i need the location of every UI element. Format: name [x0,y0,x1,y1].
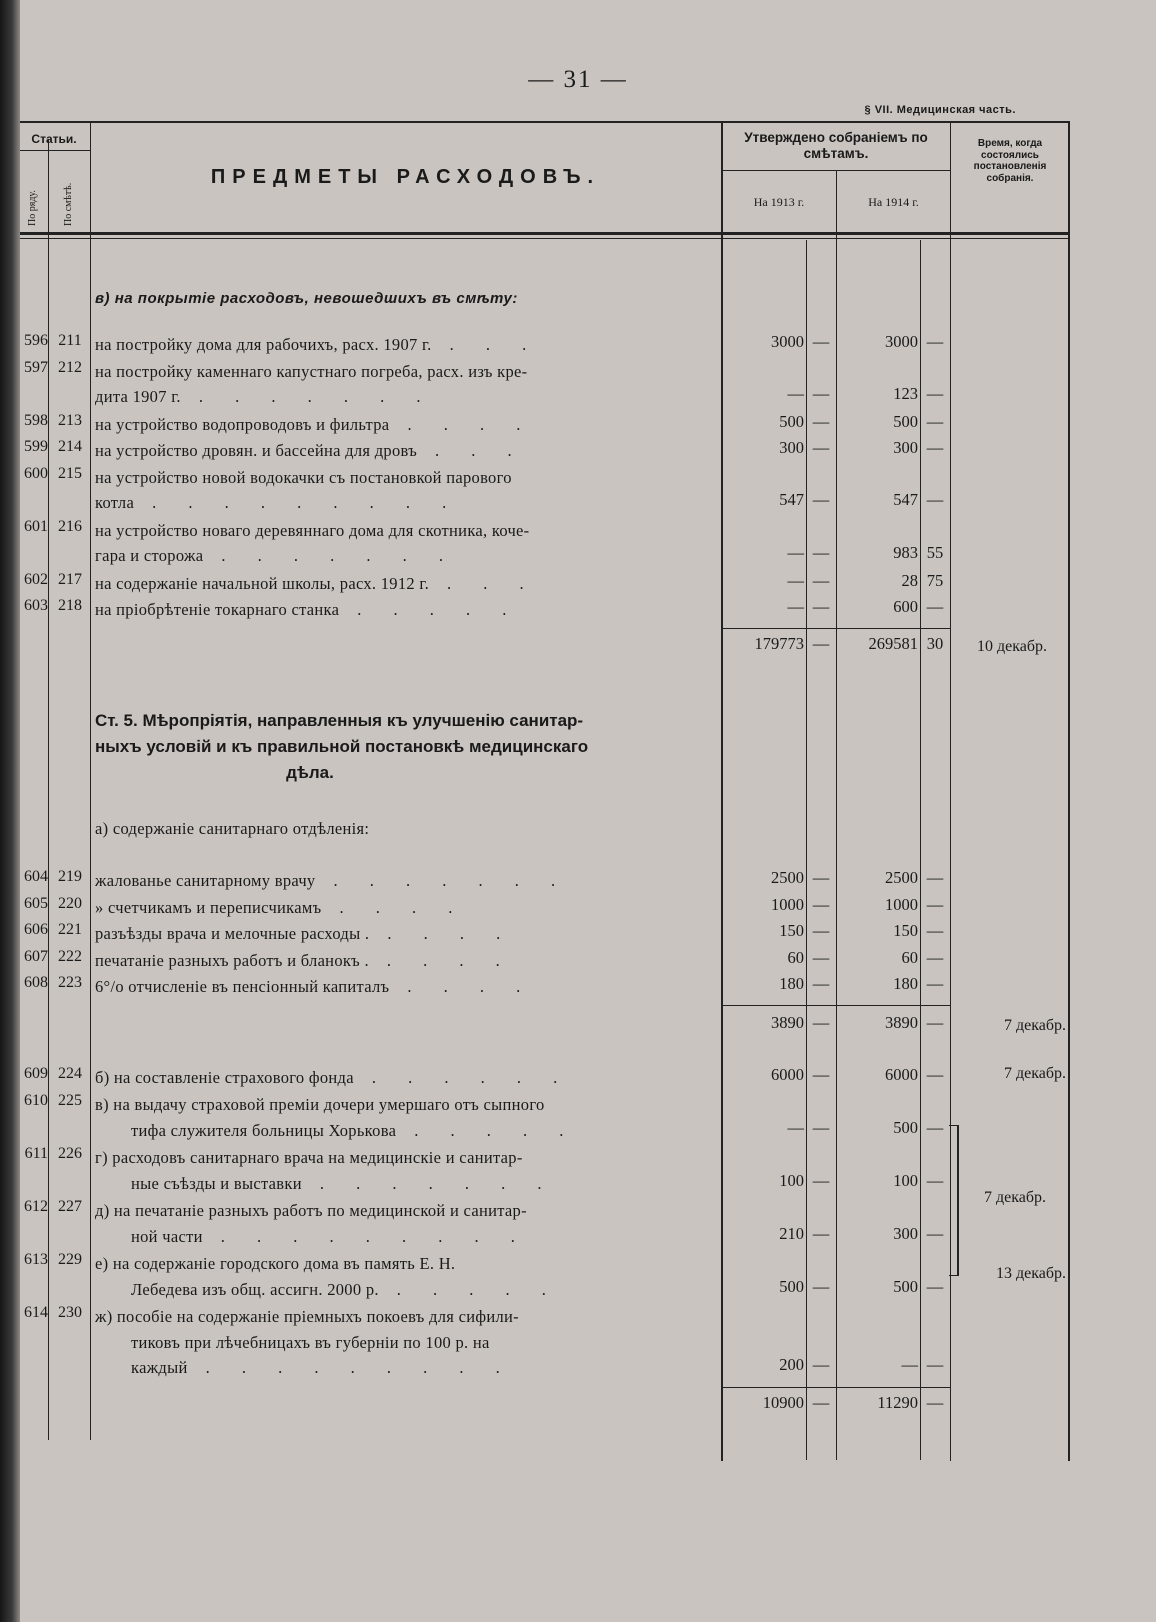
header-1914: На 1914 г. [868,195,919,209]
total-1-amount-1913-kop: — [812,633,830,653]
dot-leader: . . . . . . [371,1067,572,1087]
row-number: 597 [24,358,48,376]
article-number: 223 [58,974,82,991]
article-number: 230 [58,1304,82,1321]
item-description-line: д) на печатаніе разныхъ работъ по медицинской и санитар- [95,1201,527,1220]
article-number: 225 [58,1092,82,1109]
item-description-line: каждый . . . . . . . . . [131,1358,514,1377]
total-rule-1 [722,628,950,629]
total-3-amount-1913: 10900 [762,1392,804,1412]
item-description-line: тифа служителя больницы Хорькова . . . . . [131,1120,578,1140]
row-amount-1913: 100 [779,1170,804,1190]
bracket-bottom [949,1275,959,1276]
row-amount-1914: 28 [901,570,918,590]
dot-leader: . . . . [407,414,535,434]
dot-leader: . . . . [386,950,514,970]
header-approved-rule [721,170,950,171]
dot-leader: . . . . [407,977,535,996]
row-amount-1913: 1000 [771,894,804,914]
row-amount-1913-kop: — [812,1064,830,1084]
dot-leader: . . . . . . . [333,871,570,890]
article-number: 211 [58,332,82,349]
item-description-line: на устройство водопроводовъ и фильтра . . . . [95,414,535,434]
item-description-line: котла . . . . . . . . . [95,493,461,512]
dot-leader: . . . . . [396,1279,560,1299]
row-amount-1914: 6000 [885,1064,918,1084]
row-number: 600 [24,464,48,482]
row-amount-1913-kop: — [812,894,830,914]
row-amount-1913: 60 [787,947,804,967]
row-amount-1914-kop: — [926,411,944,431]
item-description-line: тиковъ при лѣчебницахъ въ губерніи по 100 р. на [131,1332,490,1352]
total-1-amount-1914: 269581 [868,633,918,653]
item-description-line: е) на содержаніе городского дома въ память Е. Н. [95,1254,456,1273]
row-amount-1914: 300 [893,438,918,457]
item-description-line: на устройство дровян. и бассейна для дровъ . . . [95,441,526,460]
row-amount-1914: 60 [901,947,918,967]
row-amount-1914-kop: — [926,868,944,887]
row-amount-1914: 123 [893,384,918,403]
row-amount-1914: 180 [893,974,918,993]
total-3-amount-1914-kop: — [926,1392,944,1412]
dot-leader: . . . [435,441,526,460]
row-number: 598 [24,411,48,429]
item-description-line: жалованье санитарному врачу . . . . . . . [95,871,570,890]
article-number: 213 [58,411,82,429]
section-5-title-line: дѣла. [286,763,334,782]
row-amount-1913: 300 [779,438,804,457]
row-amount-1913: — [787,597,804,616]
total-1-date: 10 декабр. [976,637,1047,655]
row-amount-1914: 1000 [885,894,918,914]
total-1-amount-1913: 179773 [754,633,804,653]
header-bottom-rule [20,232,1070,235]
header-bottom-rule-thin [20,238,1070,239]
section-5-title-line: ныхъ условій и къ правильной постановкѣ медицинскаго [95,737,589,756]
total-rule-3 [722,1387,950,1388]
bracket-top [949,1125,959,1126]
section-header: § VII. Медицинская часть. [864,104,1016,116]
header-time: Время, когда состоялись постановленія собранія. [973,138,1047,184]
row-number: 608 [24,974,48,991]
row-amount-1914-kop: — [926,384,944,403]
col-line-1 [48,140,49,1440]
row-amount-1914: 500 [893,1276,918,1296]
article-number: 216 [58,517,82,535]
row-amount-1914: 500 [893,1117,918,1137]
row-number: 601 [24,517,48,535]
row-amount-1914-kop: — [926,921,944,940]
item-description-line: в) на выдачу страховой преміи дочери умершаго отъ сыпного [95,1095,545,1114]
row-amount-1913: 210 [779,1223,804,1243]
item-description-line: ной части . . . . . . . . . [131,1226,529,1246]
subheading-v: в) на покрытіе расходовъ, невошедшихъ въ смѣту: [95,290,518,307]
item-description-line: дита 1907 г. . . . . . . . [95,387,435,406]
header-subject: ПРЕДМЕТЫ РАСХОДОВЪ. [210,166,601,188]
table-top-rule [20,121,1070,123]
row-number: 607 [24,947,48,965]
header-articles-rule [20,150,90,151]
row-number: 612 [24,1198,48,1215]
row-amount-1914-kop: — [926,1064,944,1084]
col-line-3 [721,121,723,1461]
row-amount-1913-kop: — [812,1117,830,1137]
article-number: 226 [58,1145,82,1162]
row-amount-1913: — [787,384,804,403]
article-number: 212 [58,358,82,376]
header-approved: Утверждено собраніемъ по смѣтамъ. [744,130,928,161]
item-description-line: б) на составленіе страхового фонда . . . . . . [95,1067,572,1087]
row-amount-1913: 3000 [771,332,804,351]
item-description-line: на содержаніе начальной школы, расх. 1912 г. . . . [95,573,538,593]
article-number: 222 [58,947,82,965]
row-amount-1914: 500 [893,411,918,431]
row-number: 596 [24,332,48,349]
row-amount-1914-kop: — [926,1276,944,1296]
row-amount-1914: — [901,1355,918,1374]
total-rule-2 [722,1005,950,1006]
row-amount-1913-kop: — [812,597,830,616]
article-number: 217 [58,570,82,588]
row-amount-1914-kop: — [926,974,944,993]
item-description-line: г) расходовъ санитарнаго врача на медицинскіе и санитар- [95,1148,523,1167]
row-amount-1913-kop: — [812,438,830,457]
dot-leader: . . . . . . . [198,387,435,406]
page-number: — 31 — [528,66,628,93]
row-amount-1913: — [787,570,804,590]
header-1913: На 1913 г. [753,195,805,209]
item-description-line: ные съѣзды и выставки . . . . . . . [131,1173,556,1193]
book-spine-shadow [0,0,20,1622]
bracket-line [957,1125,959,1275]
item-description-line: на пріобрѣтеніе токарнаго станка . . . . . [95,600,521,619]
row-amount-1914: 300 [893,1223,918,1243]
row-amount-1914-kop: — [926,1355,944,1374]
row-amount-1913: 6000 [771,1064,804,1084]
total-2-amount-1914: 3890 [885,1012,918,1032]
row-amount-1913: 547 [779,490,804,509]
article-number: 215 [58,464,82,482]
article-number: 224 [58,1064,82,1082]
dot-leader: . . . . . [357,600,521,619]
row-amount-1914: 100 [893,1170,918,1190]
article-number: 227 [58,1198,82,1215]
dot-leader: . . . . . [414,1120,578,1140]
item-description-line: Лебедева изъ общ. ассигн. 2000 р. . . . . . [131,1279,560,1299]
col-line-7 [950,121,951,1461]
row-amount-1913-kop: — [812,490,830,509]
row-amount-1913: 200 [779,1355,804,1374]
dot-leader: . . . . [387,924,515,943]
row-amount-1913-kop: — [812,543,830,562]
col-line-5 [836,170,837,1460]
item-description-line: на устройство новой водокачки съ постановкой парового [95,467,512,487]
header-articles: Статьи. [31,132,77,146]
row-number: 606 [24,921,48,938]
row-amount-1913-kop: — [812,1276,830,1296]
total-2-date: 7 декабр. [1003,1016,1066,1034]
row-amount-1914-kop: — [926,332,944,351]
row-number: 603 [24,597,48,614]
item-description-line: гара и сторожа . . . . . . . [95,546,457,565]
item-description-line: на постройку дома для рабочихъ, расх. 1907 г. . . . [95,335,541,354]
row-number: 605 [24,894,48,912]
total-3-amount-1913-kop: — [812,1392,830,1412]
row-amount-1914-kop: — [926,1117,944,1137]
header-by-estimate: По смѣтѣ. [63,182,74,226]
row-amount-1913-kop: — [812,332,830,351]
row-amount-1914-kop: — [926,1223,944,1243]
subheading-a: а) содержаніе санитарнаго отдѣленія: [95,819,370,838]
total-3-amount-1914: 11290 [877,1392,918,1412]
row-amount-1913: 150 [779,921,804,940]
total-1-amount-1914-kop: 30 [926,633,944,653]
section-5-title-line: Ст. 5. Мѣропріятія, направленныя къ улучшенію санитар- [95,711,584,730]
total-2-amount-1914-kop: — [926,1012,944,1032]
row-amount-1914-kop: 55 [926,543,944,562]
row-amount-1913: — [787,1117,804,1137]
row-amount-1913: — [787,543,804,562]
row-amount-1913: 500 [779,411,804,431]
row-number: 613 [24,1251,48,1268]
item-description-line: на устройство новаго деревяннаго дома для скотника, коче- [95,520,530,540]
dot-leader: . . . . . . . [221,546,457,565]
row-number: 602 [24,570,48,588]
row-number: 611 [24,1145,48,1162]
row-amount-1914: 600 [893,597,918,616]
item-description-line: печатаніе разныхъ работъ и бланокъ . . . . . [95,950,514,970]
row-number: 604 [24,868,48,885]
dot-leader: . . . [447,573,538,593]
bracket-decision-date: 7 декабр. [983,1188,1046,1206]
row-amount-1914-kop: 75 [926,570,944,590]
row-amount-1914: 547 [893,490,918,509]
col-line-2 [90,121,91,1440]
article-number: 220 [58,894,82,912]
row-amount-1914-kop: — [926,947,944,967]
dot-leader: . . . . [339,897,467,917]
item-description-line: ж) пособіе на содержаніе пріемныхъ покоевъ для сифили- [95,1307,519,1326]
row-amount-1914-kop: — [926,438,944,457]
row-amount-1913-kop: — [812,1223,830,1243]
row-amount-1913: 500 [779,1276,804,1296]
row-amount-1913-kop: — [812,1170,830,1190]
row-amount-1913-kop: — [812,411,830,431]
header-by-order: По ряду. [27,190,38,226]
article-number: 214 [58,438,82,455]
item-description-line: » счетчикамъ и переписчикамъ . . . . [95,897,467,917]
row-number: 610 [24,1092,48,1109]
row-number: 609 [24,1064,48,1082]
dot-leader: . . . . . . . [319,1173,556,1193]
dot-leader: . . . . . . . . . [152,493,461,512]
total-2-amount-1913-kop: — [812,1012,830,1032]
row-amount-1914-kop: — [926,597,944,616]
item-description-line: разъѣзды врача и мелочные расходы . . . . . [95,924,515,943]
row-amount-1913-kop: — [812,921,830,940]
row-amount-1914-kop: — [926,490,944,509]
article-number: 229 [58,1251,82,1268]
total-2-amount-1913: 3890 [771,1012,804,1032]
row-amount-1914-kop: — [926,894,944,914]
row-amount-1914: 3000 [885,332,918,351]
row-amount-1913-kop: — [812,974,830,993]
row-number: 599 [24,438,48,455]
row-amount-1913: 2500 [771,868,804,887]
row-amount-1914: 983 [893,543,918,562]
article-number: 218 [58,597,82,614]
row-amount-1914-kop: — [926,1170,944,1190]
article-number: 219 [58,868,82,885]
article-number: 221 [58,921,82,938]
row-amount-1913: 180 [779,974,804,993]
row-amount-1913-kop: — [812,947,830,967]
row-amount-1913-kop: — [812,384,830,403]
row-amount-1913-kop: — [812,868,830,887]
row-number: 614 [24,1304,48,1321]
row-amount-1913-kop: — [812,570,830,590]
col-line-right [1068,121,1070,1461]
item-description-line: на постройку каменнаго капустнаго погреба, расх. изъ кре- [95,361,528,381]
row-amount-1914: 150 [893,921,918,940]
item-description-line: 6°/о отчисленіе въ пенсіонный капиталъ . . . . [95,977,535,996]
row-amount-1913-kop: — [812,1355,830,1374]
decision-date: 7 декабр. [1003,1064,1066,1082]
dot-leader: . . . . . . . . . [205,1358,514,1377]
row-amount-1914: 2500 [885,868,918,887]
dot-leader: . . . [449,335,541,354]
decision-date: 13 декабр. [995,1264,1066,1282]
dot-leader: . . . . . . . . . [220,1226,529,1246]
